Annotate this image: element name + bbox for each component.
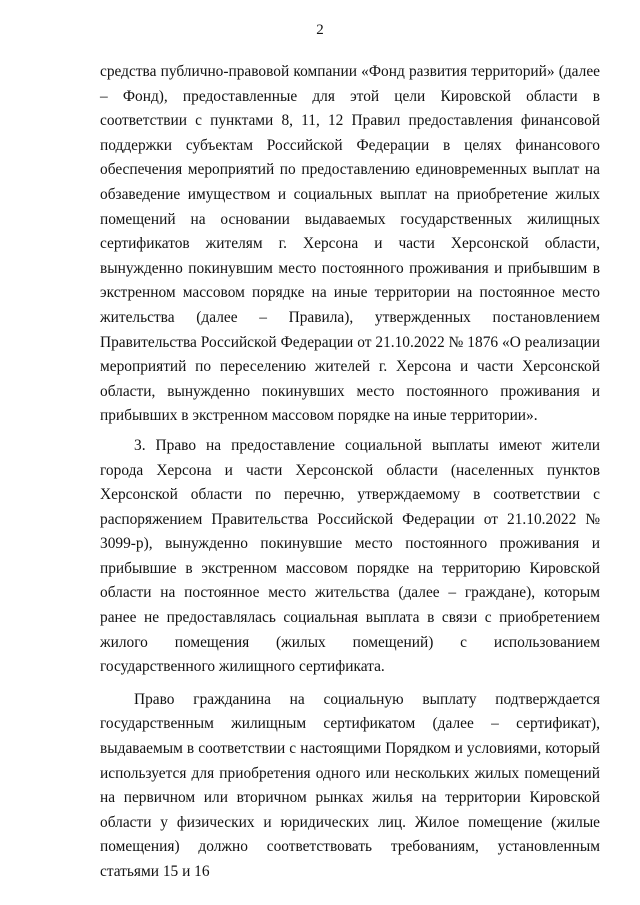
page-number: 2 — [316, 22, 324, 38]
paragraph-continuation: средства публично-правовой компании «Фонд развития территорий» (далее – Фонд), предоставленные для этой цели Кировской области в соответствии с пунктами 8, 11, 12 Правил предоставления финансовой поддержки субъектам Российской Федерации в целях финансового обеспечения мероприятий по предоставлению единовременных выплат на обзаведение имуществом и социальных выплат на приобретение жилых помещений на основании выдаваемых государственных жилищных сертификатов жителям г. Херсона и части Херсонской области, вынужденно покинувшим место постоянного проживания и прибывшим в экстренном массовом порядке на иные территории на постоянное место жительства (далее – Правила), утвержденных постановлением Правительства Российской Федерации от 21.10.2022 № 1876 «О реализации мероприятий по переселению жителей г. Херсона и части Херсонской области, вынужденно покинувших место постоянного проживания и прибывших в экстренном массовом порядке на иные территории». — [100, 63, 600, 425]
paragraph-clause-3: 3. Право на предоставление социальной выплаты имеют жители города Херсона и части Херсонской области (населенных пунктов Херсонской области по перечню, утверждаемому в соответствии с распоряжением Правительства Российской Федерации от 21.10.2022 № 3099-р), вынужденно покинувшие место постоянного проживания и прибывшие в экстренном массовом порядке на территорию Кировской области на постоянное место жительства (далее – граждане), которым ранее не предоставлялась социальная выплата в связи с приобретением жилого помещения (жилых помещений) с использованием государственного жилищного сертификата. — [100, 436, 600, 676]
document-body — [100, 60, 600, 885]
paragraph-right-confirmation: Право гражданина на социальную выплату подтверждается государственным жилищным сертификатом (далее – сертификат), выдаваемым в соответствии с настоящими Порядком и условиями, который используется для приобретения одного или нескольких жилых помещений на первичном или вторичном рынках жилья на территории Кировской области у физических и юридических лиц. Жилое помещение (жилые помещения) должно соответствовать требованиям, установленным статьями 15 и 16 — [100, 690, 600, 880]
